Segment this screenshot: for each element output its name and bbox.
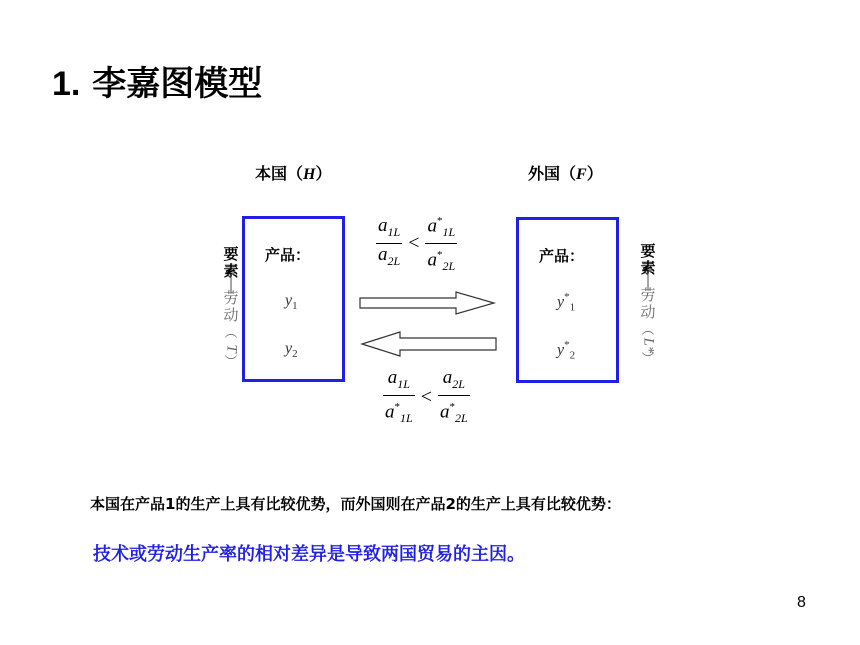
title-number: 1. (52, 65, 81, 103)
top-less-than: < (408, 232, 420, 255)
home-good-2: $y_2$ (285, 340, 298, 361)
top-right-fraction: $\frac{a^*_{1L}}{a^*_{2L}}$ (427, 215, 456, 274)
top-left-fraction: $\frac{a_{1L}}{a_{2L}}$ (378, 215, 401, 268)
bottom-condition (383, 367, 470, 429)
foreign-country-label: 外国（F） (528, 164, 603, 183)
foreign-factor-label: 要 素 │ 劳 动 ︵ L* ︶ (640, 242, 657, 367)
home-good-1: $y_1$ (285, 292, 298, 313)
foreign-good-1: $y^*_1$ (557, 291, 576, 314)
title-text: 李嘉图模型 (92, 64, 263, 104)
arrow-right-icon (360, 292, 494, 314)
trade-arrows (356, 288, 500, 358)
bottom-left-fraction: $\frac{a_{1L}}{a^*_{1L}}$ (385, 367, 413, 425)
home-country-label: 本国（H） (255, 164, 332, 183)
foreign-country-symbol: F (576, 166, 587, 183)
conclusion-text: 技术或劳动生产率的相对差异是导致两国贸易的主因。 (93, 544, 525, 565)
home-country-symbol: H (303, 166, 316, 183)
home-product-label: 产品： (265, 246, 311, 264)
foreign-good-2: $y^*_2$ (557, 339, 576, 362)
arrow-left-icon (362, 332, 496, 356)
slide-title (52, 56, 262, 105)
bottom-less-than: < (420, 386, 432, 409)
page-number: 8 (797, 594, 806, 611)
comparative-advantage-note: 本国在产品1的生产上具有比较优势，而外国则在产品2的生产上具有比较优势： (90, 495, 621, 513)
foreign-product-label: 产品： (539, 247, 585, 265)
bottom-right-fraction: $\frac{a_{2L}}{a^*_{2L}}$ (439, 367, 468, 425)
top-condition (376, 210, 457, 277)
home-factor-label: 要 素 │ 劳 动 ︵ T ︶ (223, 245, 240, 370)
